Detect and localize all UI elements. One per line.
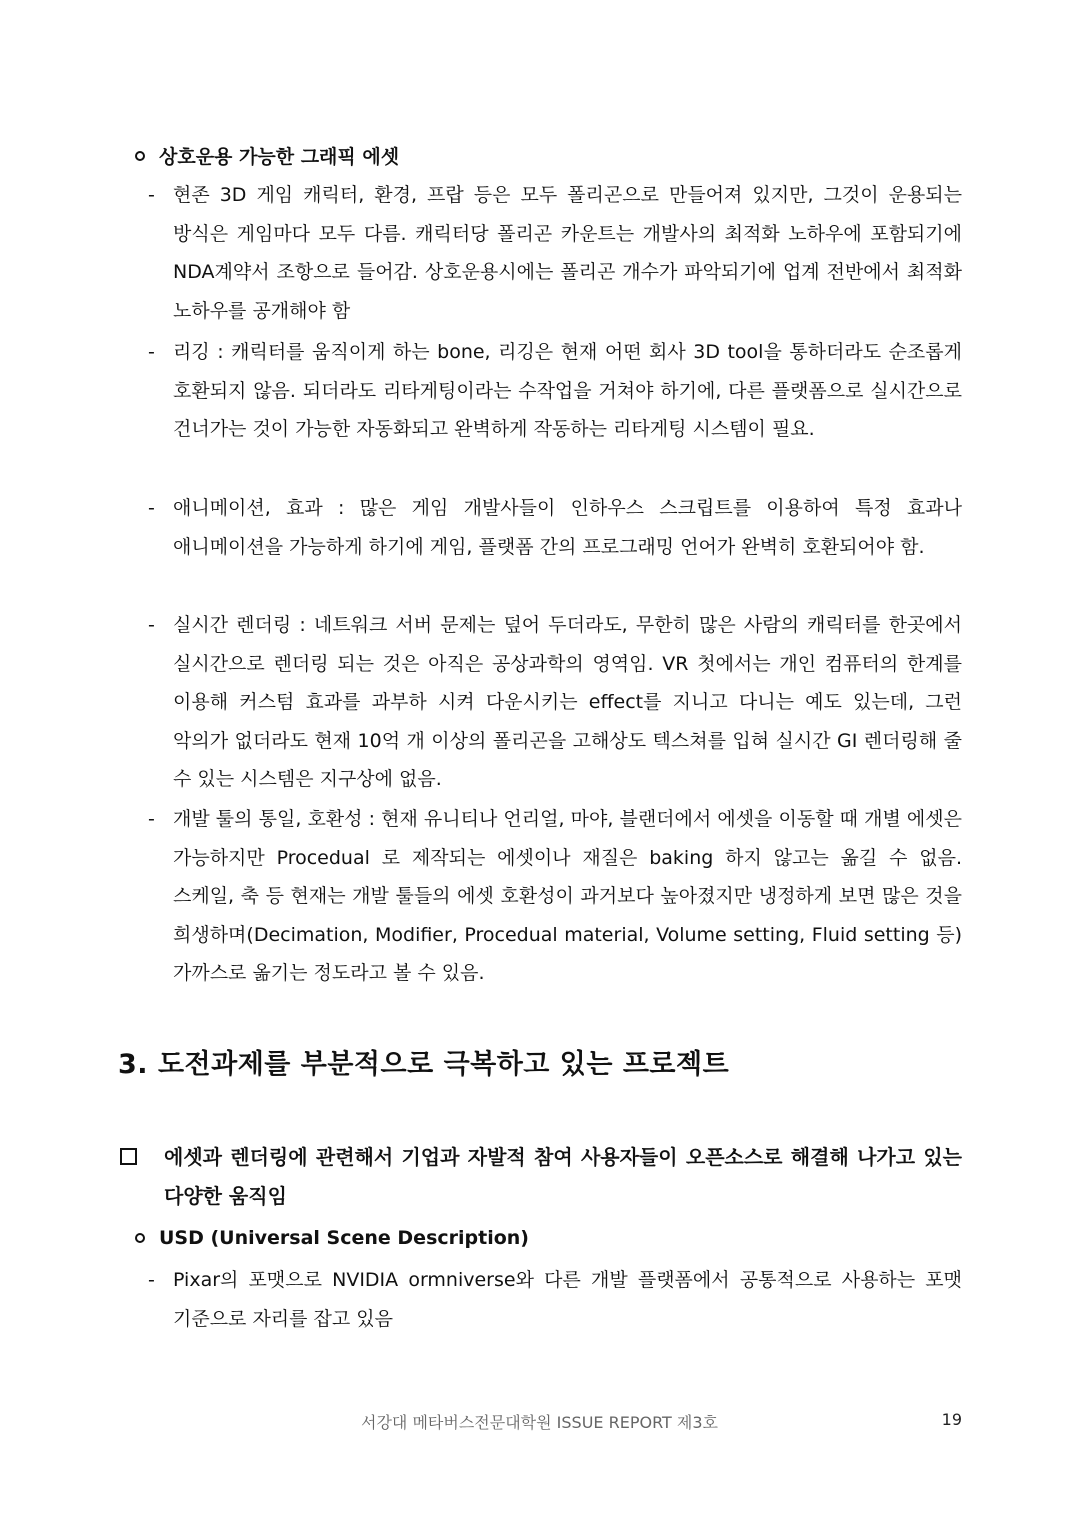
bullet-text: 개발 툴의 통일, 호환성 : 현재 유니티나 언리얼, 마야, 블랜더에서 에셋을 이동할 때 개별 에셋은 가능하지만 Procedual 로 제작되는 에셋이나 재질은 baking 하지 않고는 옮길 수 없음. 스케일, 축 등 현재는 개발 툴들의 에셋 호환성이 과거보다 높아졌지만 냉정하게 보면 많은 것을 희생하며(Decimation, Modifier, Procedual material, Volume setting, Fluid setting 등) 가까스로 옮기는 정도라고 볼 수 있음. bbox=[173, 808, 962, 984]
section-heading-text: USD (Universal Scene Description) bbox=[159, 1227, 529, 1249]
bullet-item bbox=[148, 800, 962, 993]
bullet-item bbox=[148, 1261, 962, 1338]
circle-bullet-icon bbox=[135, 1233, 145, 1243]
bullet-text: 현존 3D 게임 캐릭터, 환경, 프랍 등은 모두 폴리곤으로 만들어져 있지만, 그것이 운용되는 방식은 게임마다 모두 다름. 캐릭터당 폴리곤 카운트는 개발사의 최적화 노하우에 포함되기에 NDA계약서 조항으로 들어감. 상호운용시에는 폴리곤 개수가 파악되기에 업계 전반에서 최적화 노하우를 공개해야 함 bbox=[173, 184, 962, 322]
checkbox-square-icon bbox=[120, 1148, 137, 1165]
dash-bullet-icon: - bbox=[148, 497, 155, 519]
bullet-text: 애니메이션, 효과 : 많은 게임 개발사들이 인하우스 스크립트를 이용하여 특정 효과나 애니메이션을 가능하게 하기에 게임, 플랫폼 간의 프로그래밍 언어가 완벽히 호환되어야 함. bbox=[173, 497, 962, 558]
section-heading bbox=[135, 142, 399, 169]
bullet-item bbox=[148, 333, 962, 449]
bullet-text: 실시간 렌더링 : 네트워크 서버 문제는 덮어 두더라도, 무한히 많은 사람의 캐릭터를 한곳에서 실시간으로 렌더링 되는 것은 아직은 공상과학의 영역임. VR 첫에서는 개인 컴퓨터의 한계를 이용해 커스텀 효과를 과부하 시켜 다운시키는 effect를 지니고 다니는 예도 있는데, 그런 악의가 없더라도 현재 10억 개 이상의 폴리곤을 고해상도 텍스쳐를 입혀 실시간 GI 렌더링해 줄 수 있는 시스템은 지구상에 없음. bbox=[173, 614, 962, 790]
dash-bullet-icon: - bbox=[148, 808, 155, 830]
section-heading bbox=[135, 1227, 529, 1249]
bullet-item bbox=[148, 606, 962, 799]
page-number: 19 bbox=[941, 1410, 962, 1429]
dash-bullet-icon: - bbox=[148, 341, 155, 363]
section-heading-text: 상호운용 가능한 그래픽 에셋 bbox=[159, 146, 400, 168]
box-heading-text: 에셋과 렌더링에 관련해서 기업과 자발적 참여 사용자들이 오픈소스로 해결해 나가고 있는 다양한 움직임 bbox=[164, 1145, 962, 1208]
bullet-text: Pixar의 포맷으로 NVIDIA ormniverse와 다른 개발 플랫폼에서 공통적으로 사용하는 포맷 기준으로 자리를 잡고 있음 bbox=[173, 1269, 962, 1330]
footer-title: 서강대 메타버스전문대학원 ISSUE REPORT 제3호 bbox=[361, 1413, 718, 1432]
dash-bullet-icon: - bbox=[148, 1269, 155, 1291]
circle-bullet-icon bbox=[135, 151, 145, 161]
bullet-item bbox=[148, 489, 962, 566]
bullet-text: 리깅 : 캐릭터를 움직이게 하는 bone, 리깅은 현재 어떤 회사 3D tool을 통하더라도 순조롭게 호환되지 않음. 되더라도 리타게팅이라는 수작업을 거쳐야 하기에, 다른 플랫폼으로 실시간으로 건너가는 것이 가능한 자동화되고 완벽하게 작동하는 리타게팅 시스템이 필요. bbox=[173, 341, 962, 440]
dash-bullet-icon: - bbox=[148, 184, 155, 206]
chapter-title: 3. 도전과제를 부분적으로 극복하고 있는 프로젝트 bbox=[118, 1049, 730, 1080]
bullet-item bbox=[148, 176, 962, 330]
box-heading bbox=[120, 1138, 962, 1216]
dash-bullet-icon: - bbox=[148, 614, 155, 636]
